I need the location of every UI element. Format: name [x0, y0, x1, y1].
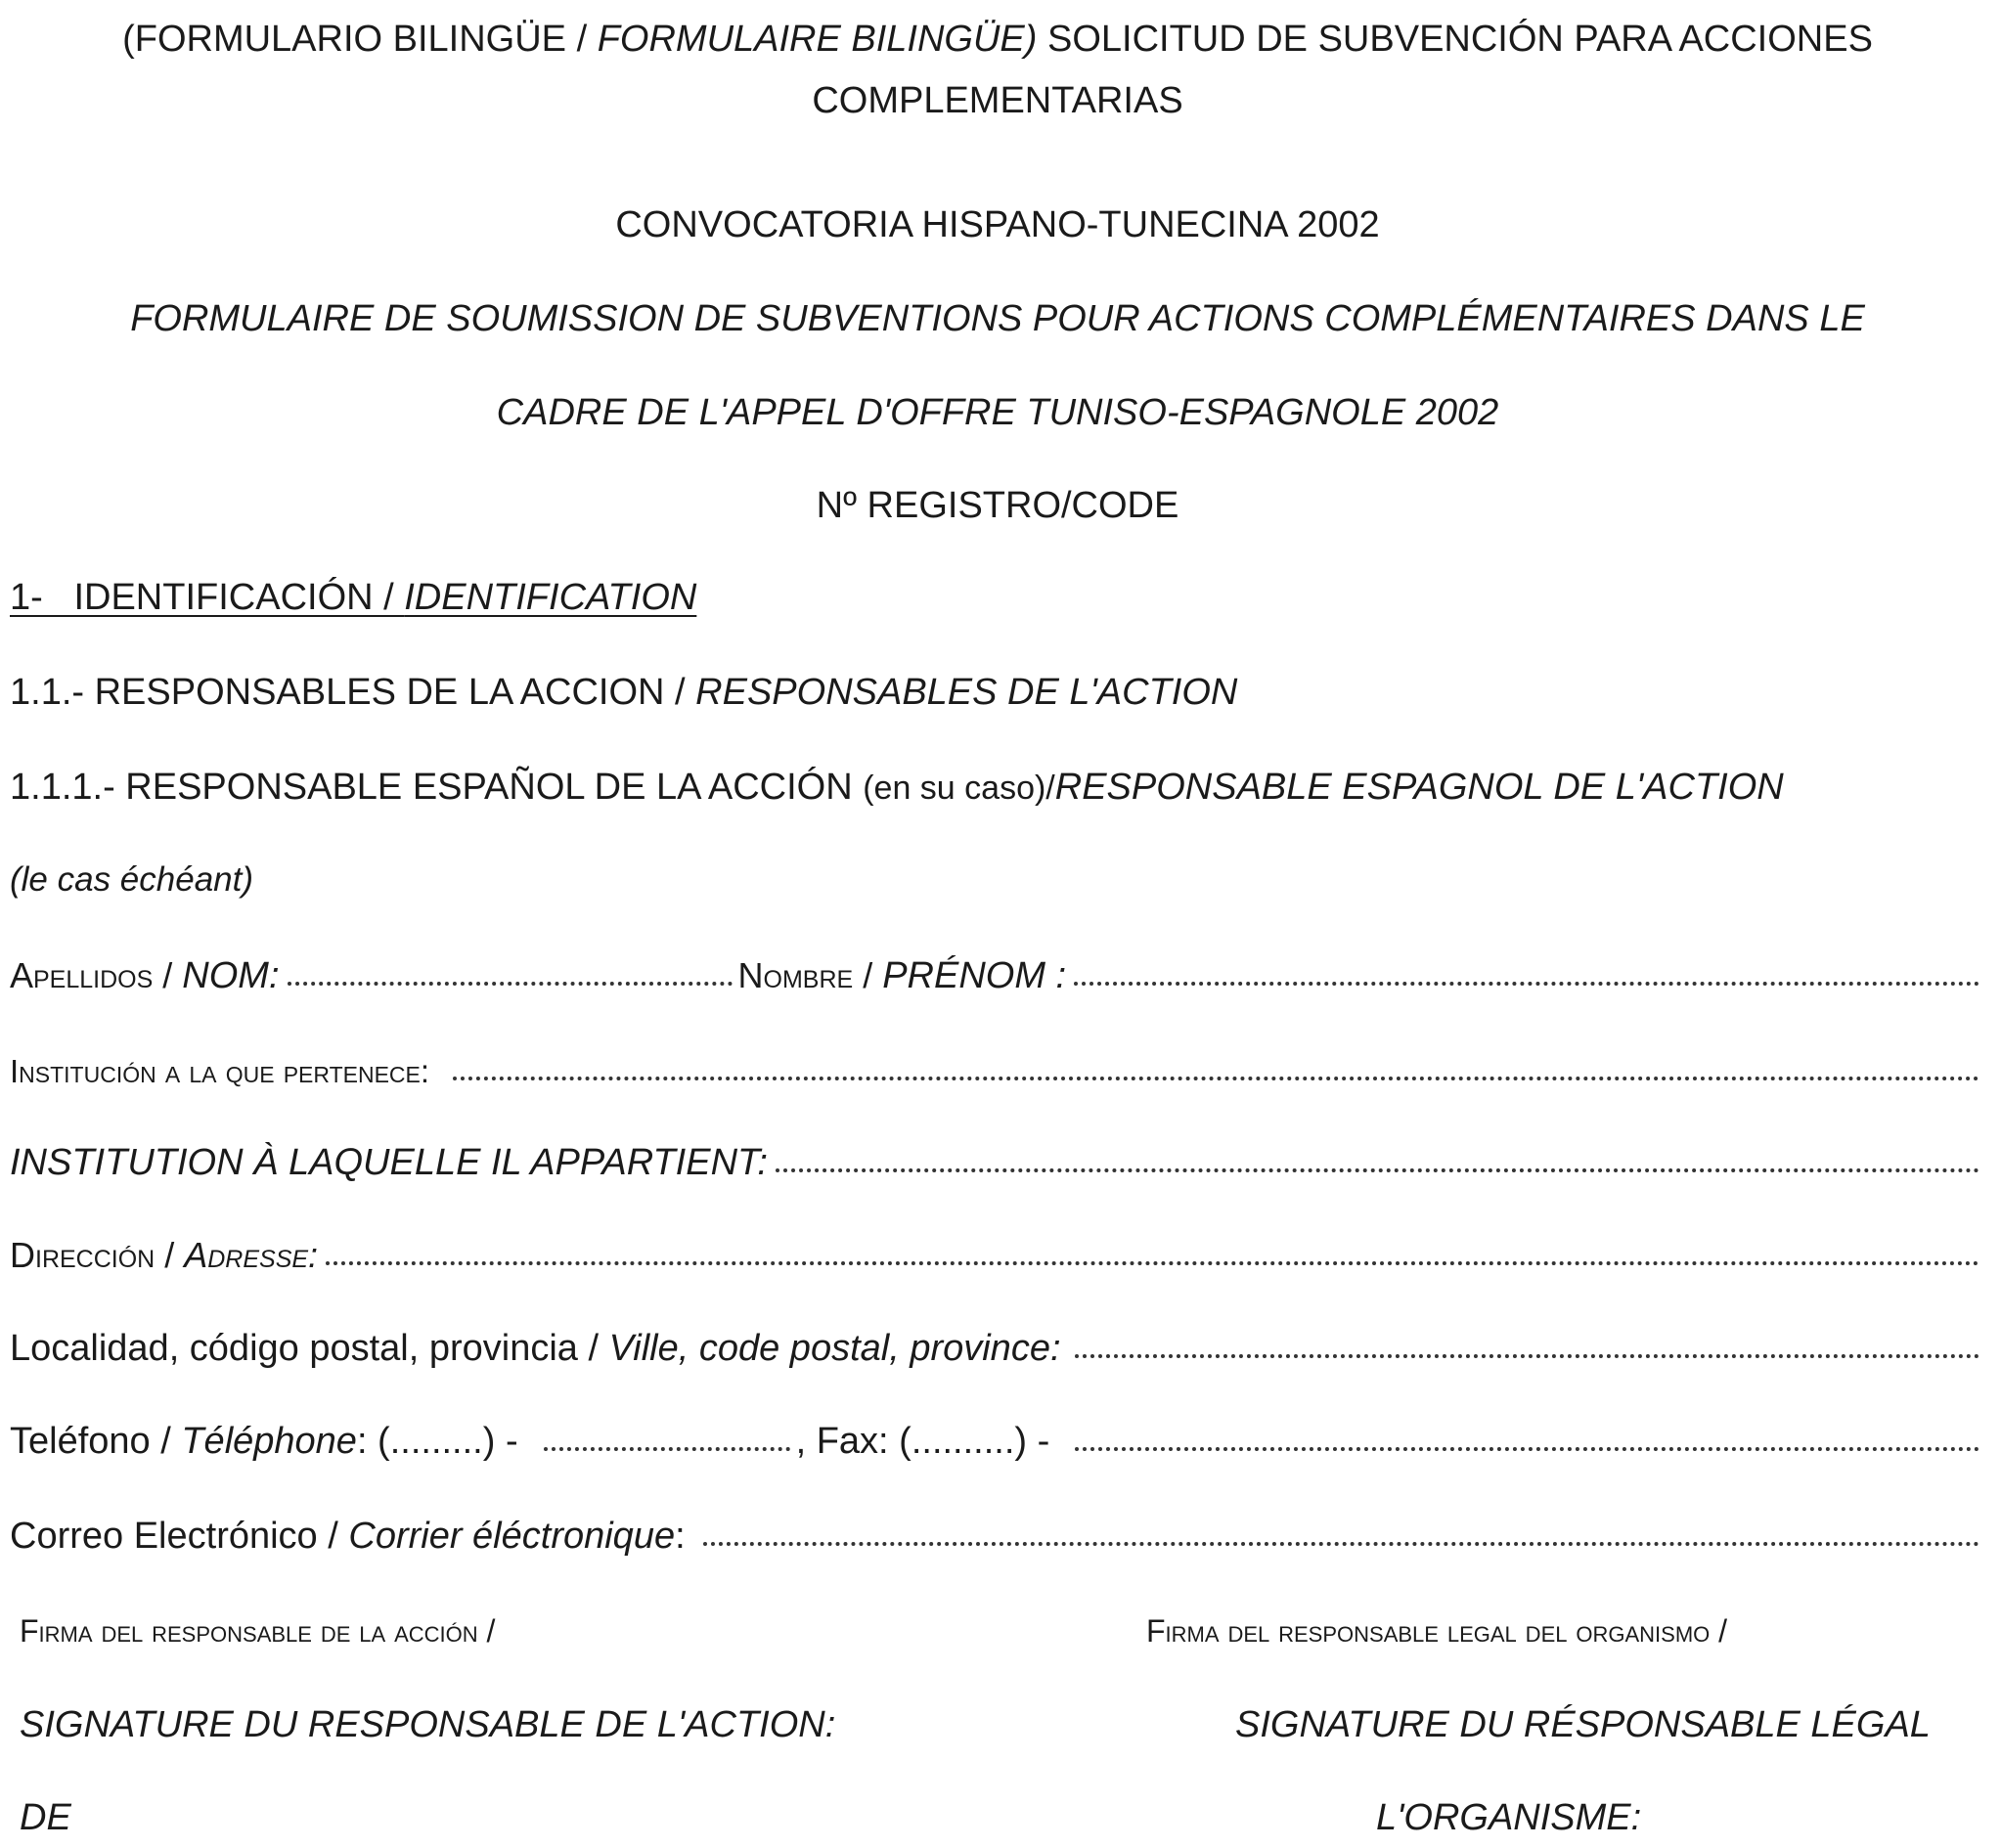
correo-field[interactable] [703, 1509, 1979, 1546]
correo-row [10, 1511, 1985, 1562]
fax-label: , Fax: (..........) - [795, 1421, 1050, 1462]
section-1-title-es: 1- IDENTIFICACIÓN / [10, 577, 405, 618]
institucion-row [10, 1045, 1985, 1096]
name-row [10, 950, 1985, 1001]
subsection-1-1-1-fr: RESPONSABLE ESPAGNOL DE L'ACTION [1054, 767, 1784, 808]
telefono-area-code: : (.........) - [356, 1421, 518, 1462]
telefono-row [10, 1416, 1985, 1467]
subsection-1-1-1-es: 1.1.1.- RESPONSABLE ESPAÑOL DE LA ACCIÓN [10, 767, 864, 808]
institucion-label: Institución a la que pertenece: [10, 1053, 430, 1089]
nom-label: NOM: [182, 955, 280, 996]
fax-field[interactable] [1075, 1414, 1979, 1451]
subsection-1-1-1 [10, 762, 1985, 813]
title-fr-line-2: CADRE DE L'APPEL D'OFFRE TUNISO-ESPAGNOLE 2002 [496, 392, 1499, 433]
firma-responsable-accion: Firma del responsable de la acción / [20, 1613, 496, 1649]
adresse-label: Adresse: [184, 1235, 319, 1275]
institution-fr-label: INSTITUTION À LAQUELLE IL APPARTIENT: [10, 1142, 768, 1183]
ville-label: Ville, code postal, province: [608, 1328, 1061, 1369]
nombre-label: Nombre / [737, 955, 883, 995]
localidad-label: Localidad, código postal, provincia / [10, 1328, 609, 1369]
title-es-main: SOLICITUD DE SUBVENCIÓN PARA ACCIONES [1037, 19, 1873, 60]
direccion-field[interactable] [326, 1228, 1979, 1265]
telefono-label: Teléfono / [10, 1421, 182, 1462]
section-1-title-fr: IDENTIFICATION [404, 577, 697, 618]
title-line-2: COMPLEMENTARIAS [812, 80, 1183, 121]
title-fr-line-1: FORMULAIRE DE SOUMISSION DE SUBVENTIONS POUR ACTIONS COMPLÉMENTAIRES DANS LE [130, 298, 1865, 339]
firma-responsable-legal: Firma del responsable legal del organismo / [1146, 1613, 1728, 1649]
signature-labels-fr-2 [10, 1792, 1985, 1843]
signature-responsable-legal: SIGNATURE DU RÉSPONSABLE LÉGAL [1235, 1704, 1931, 1745]
correo-label: Correo Electrónico / [10, 1516, 349, 1557]
subsection-1-1 [10, 667, 1985, 718]
subsection-1-1-fr: RESPONSABLES DE L'ACTION [695, 672, 1238, 713]
prenom-label: PRÉNOM : [882, 955, 1067, 996]
section-1-heading [10, 572, 1985, 623]
signature-organisme: L'ORGANISME: [1376, 1797, 1642, 1838]
direccion-row [10, 1230, 1985, 1281]
localidad-field[interactable] [1075, 1321, 1979, 1358]
institution-fr-field[interactable] [776, 1135, 1979, 1172]
telefono-field[interactable] [544, 1414, 790, 1451]
signature-de-word: DE [20, 1797, 71, 1838]
title-es-prefix: (FORMULARIO BILINGÜE / [122, 19, 598, 60]
signature-labels-fr [10, 1699, 1985, 1750]
courrier-label: Corrier éléctronique [348, 1516, 676, 1557]
subsection-1-1-1-note: (en su caso)/ [863, 770, 1055, 807]
institution-fr-row [10, 1137, 1985, 1188]
title-fr-prefix: FORMULAIRE BILINGÜE) [597, 19, 1038, 60]
direccion-label: Dirección / [10, 1235, 185, 1275]
subsection-1-1-1-fr-note: (le cas échéant) [10, 860, 254, 899]
signature-labels-es [10, 1606, 1985, 1656]
localidad-row [10, 1323, 1985, 1374]
convocatoria-title: CONVOCATORIA HISPANO-TUNECINA 2002 [615, 204, 1380, 245]
apellidos-field[interactable] [288, 948, 733, 986]
nombre-field[interactable] [1074, 948, 1979, 986]
apellidos-label: Apellidos / [10, 955, 183, 995]
correo-colon: : [675, 1516, 686, 1557]
subsection-1-1-es: 1.1.- RESPONSABLES DE LA ACCION / [10, 672, 696, 713]
title-line-1 [10, 14, 1985, 65]
telephone-label: Téléphone [181, 1421, 357, 1462]
registro-code: Nº REGISTRO/CODE [816, 485, 1179, 526]
institucion-field[interactable] [453, 1043, 1979, 1080]
signature-responsable-action: SIGNATURE DU RESPONSABLE DE L'ACTION: [20, 1704, 836, 1745]
